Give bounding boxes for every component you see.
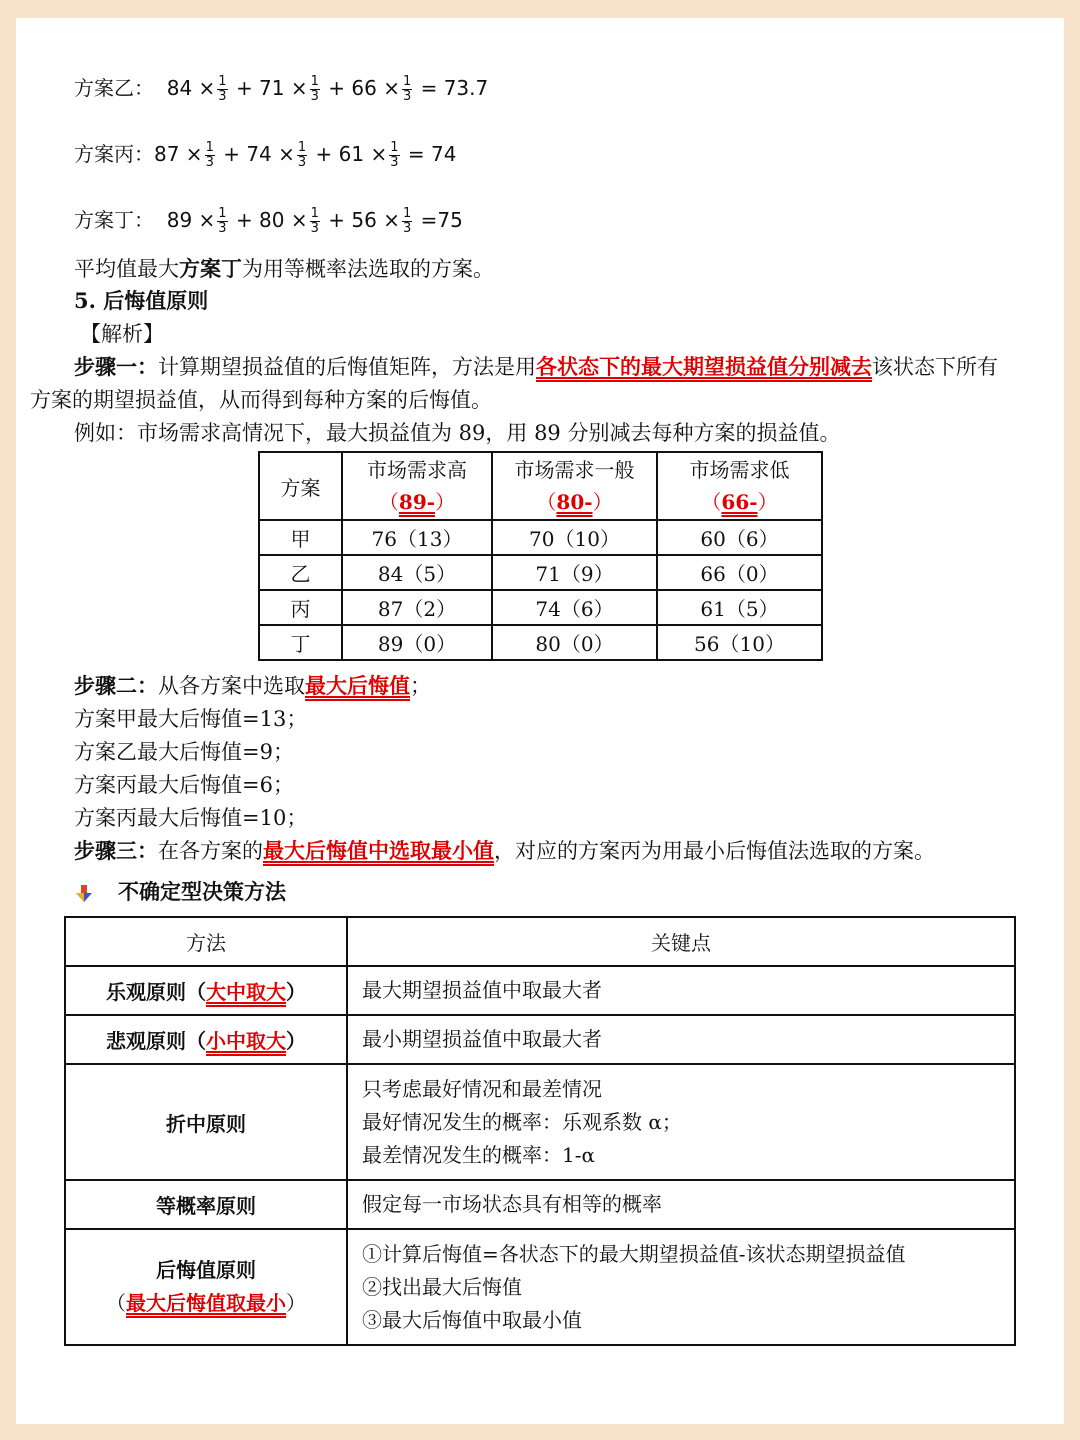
formula-yi: 方案乙： 84 × $\frac{1}{3}$ + 71 × $\frac{1}{3}$ + 66 × $\frac{1}{3}$ = 73.7 [74,74,489,104]
method-pessimistic: 悲观原则（小中取大） [65,1015,347,1064]
step2-line: 步骤二：从各方案中选取最大后悔值； [74,673,431,698]
keypoint-compromise: 只考虑最好情况和最差情况 最好情况发生的概率：乐观系数 α； 最差情况发生的概率：1-α [347,1064,1015,1180]
regret-header-high: 市场需求高 （89-） [342,452,492,520]
table-cell: 60（6） [657,520,822,555]
summary-table [64,916,1016,1346]
max-regret-yi: 方案乙最大后悔值=9； [74,740,294,764]
table-cell: 76（13） [342,520,492,555]
table-row [65,1015,1015,1064]
formula-bing: 方案丙：87 × $\frac{1}{3}$ + 74 × $\frac{1}{3}$ + 61 × $\frac{1}{3}$ = 74 [74,140,457,170]
table-row [65,1229,1015,1345]
table-cell: 61（5） [657,590,822,625]
table-row [65,1064,1015,1180]
example-text: 例如：市场需求高情况下，最大损益值为 89，用 89 分别减去每种方案的损益值。 [74,421,841,445]
max-regret-bing: 方案丙最大后悔值=6； [74,773,294,797]
arrow-down-icon [74,884,94,904]
avg-conclusion: 平均值最大方案丁为用等概率法选取的方案。 [74,256,494,281]
keypoint-regret: ①计算后悔值=各状态下的最大期望损益值-该状态期望损益值 ②找出最大后悔值 ③最大后悔值中取最小值 [347,1229,1015,1345]
table-row [259,625,822,660]
table-cell: 70（10） [492,520,657,555]
table-cell: 80（0） [492,625,657,660]
table-cell: 71（9） [492,555,657,590]
table-cell: 89（0） [342,625,492,660]
regret-header-mid: 市场需求一般 （80-） [492,452,657,520]
row-name: 甲 [259,520,342,555]
page [16,18,1064,1424]
step1-line1: 步骤一：计算期望损益值的后悔值矩阵，方法是用各状态下的最大期望损益值分别减去该状态下所有 [74,354,998,379]
table-cell: 56（10） [657,625,822,660]
table-cell: 84（5） [342,555,492,590]
analysis-label: 【解析】 [80,322,164,346]
table-row [259,590,822,625]
method-regret: 后悔值原则 （最大后悔值取最小） [65,1229,347,1345]
regret-table-header [259,452,822,520]
table-cell: 66（0） [657,555,822,590]
regret-corner: 方案 [259,452,342,520]
summary-header [65,917,1015,966]
keypoint-optimistic: 最大期望损益值中取最大者 [347,966,1015,1015]
regret-header-low: 市场需求低 （66-） [657,452,822,520]
formula-ding: 方案丁： 89 × $\frac{1}{3}$ + 80 × $\frac{1}{3}$ + 56 × $\frac{1}{3}$ =75 [74,206,463,236]
max-regret-ding: 方案丙最大后悔值=10； [74,806,308,830]
row-name: 丁 [259,625,342,660]
section5-title: 5. 后悔值原则 [74,288,209,313]
table-cell: 87（2） [342,590,492,625]
regret-table [258,451,823,661]
summary-header-keypoints: 关键点 [347,917,1015,966]
table-cell: 74（6） [492,590,657,625]
step3-line: 步骤三：在各方案的最大后悔值中选取最小值，对应的方案丙为用最小后悔值法选取的方案。 [74,838,935,863]
max-regret-jia: 方案甲最大后悔值=13； [74,707,308,731]
step1-line2: 方案的期望损益值，从而得到每种方案的后悔值。 [30,388,492,412]
row-name: 乙 [259,555,342,590]
summary-title: 不确定型决策方法 [118,879,286,904]
keypoint-equal-probability: 假定每一市场状态具有相等的概率 [347,1180,1015,1229]
summary-header-method: 方法 [65,917,347,966]
method-compromise: 折中原则 [65,1064,347,1180]
table-row [259,555,822,590]
table-row [259,520,822,555]
keypoint-pessimistic: 最小期望损益值中取最大者 [347,1015,1015,1064]
table-row [65,966,1015,1015]
table-row [65,1180,1015,1229]
method-optimistic: 乐观原则（大中取大） [65,966,347,1015]
row-name: 丙 [259,590,342,625]
method-equal-probability: 等概率原则 [65,1180,347,1229]
